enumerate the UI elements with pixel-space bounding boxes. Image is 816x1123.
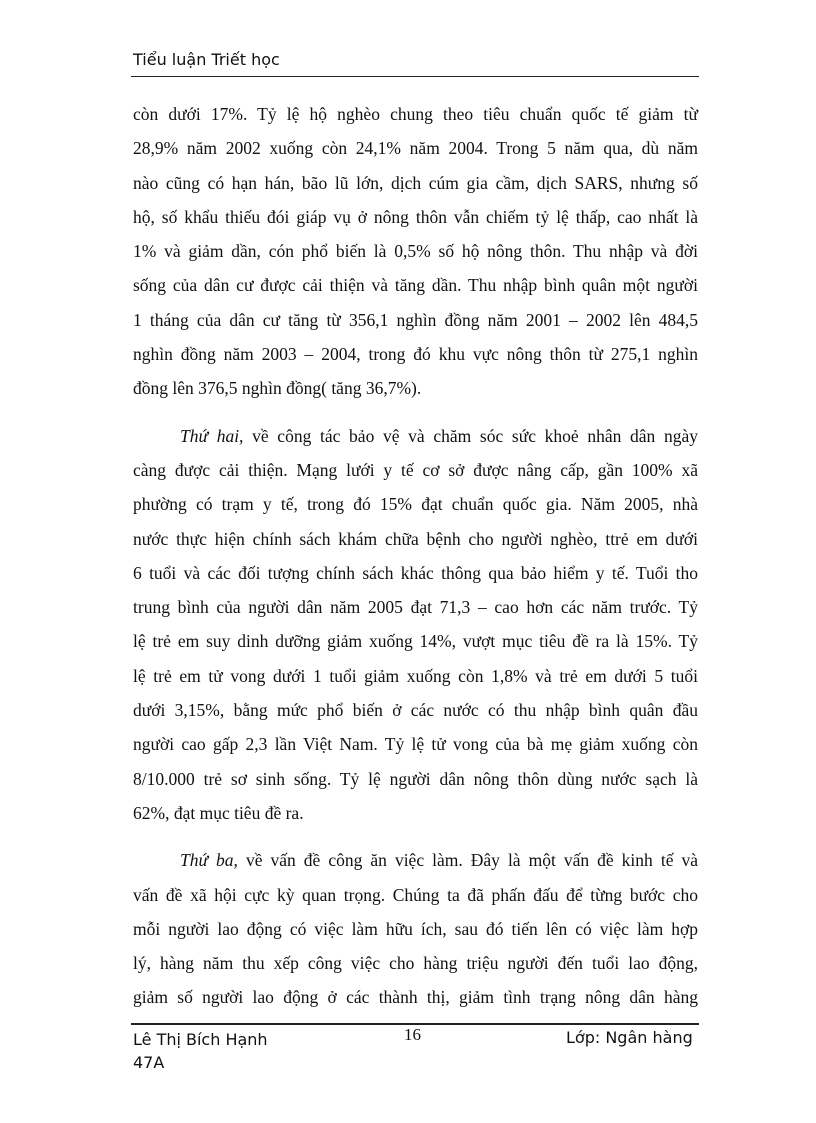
footer-class-label: Lớp: Ngân hàng [566, 1028, 693, 1047]
text-line: còn dưới 17%. Tỷ lệ hộ nghèo chung theo tiêu chuẩn quốc tế giảm từ [133, 104, 698, 124]
author-class-code: 47A [133, 1053, 165, 1072]
text-line: phường có trạm y tế, trong đó 15% đạt chuẩn quốc gia. Năm 2005, nhà [133, 494, 698, 515]
header-rule [131, 76, 699, 77]
text-line [133, 843, 698, 877]
text-line: 28,9% năm 2002 xuống còn 24,1% năm 2004. Trong 5 năm qua, dù năm [133, 138, 698, 159]
body-text [133, 97, 698, 1028]
text-line: 1% và giảm dần, cón phổ biến là 0,5% số hộ nông thôn. Thu nhập và đời [133, 241, 698, 262]
text-line: lý, hàng năm thu xếp công việc cho hàng triệu người đến tuổi lao động, [133, 953, 698, 974]
text-line: càng được cải thiện. Mạng lưới y tế cơ sở được nâng cấp, gần 100% xã [133, 459, 698, 480]
paragraph-lead: Thứ hai, [180, 425, 244, 446]
text-line: người cao gấp 2,3 lần Việt Nam. Tỷ lệ tử vong của bà mẹ giảm xuống còn [133, 734, 698, 755]
paragraph-2 [133, 419, 698, 831]
text-line [133, 419, 698, 453]
text-line: nào cũng có hạn hán, bão lũ lớn, dịch cúm gia cầm, dịch SARS, nhưng số [133, 172, 698, 193]
text-line: đồng lên 376,5 nghìn đồng( tăng 36,7%). [133, 378, 422, 399]
text-line: 62%, đạt mục tiêu đề ra. [133, 802, 304, 823]
text-line: 8/10.000 trẻ sơ sinh sống. Tỷ lệ người dân nông thôn dùng nước sạch là [133, 768, 698, 789]
text-line: 6 tuổi và các đối tượng chính sách khác thông qua bảo hiểm y tế. Tuổi tho [133, 562, 698, 583]
text-fragment: về vấn đề công ăn việc làm. Đây là một vấn đề kinh tế và [237, 850, 698, 871]
text-line: dưới 3,15%, bằng mức phổ biến ở các nước có thu nhập bình quân đầu [133, 700, 698, 721]
text-line: nghìn đồng năm 2003 – 2004, trong đó khu vực nông thôn từ 275,1 nghìn [133, 344, 698, 365]
footer-author [133, 1028, 268, 1074]
header-title: Tiểu luận Triết học [133, 50, 280, 69]
text-line: 1 tháng của dân cư tăng từ 356,1 nghìn đồng năm 2001 – 2002 lên 484,5 [133, 309, 698, 330]
paragraph-3 [133, 843, 698, 1014]
paragraph-lead: Thứ ba, [180, 850, 238, 871]
text-line: mỗi người lao động có việc làm hữu ích, sau đó tiến lên có việc làm hợp [133, 918, 698, 939]
text-line: hộ, số khẩu thiếu đói giáp vụ ở nông thôn vẫn chiếm tỷ lệ thấp, cao nhất là [133, 206, 698, 227]
paragraph-1 [133, 97, 698, 406]
page-number: 16 [404, 1025, 421, 1044]
text-line: nước thực hiện chính sách khám chữa bệnh cho người nghèo, ttrẻ em dưới [133, 528, 698, 549]
text-fragment: về công tác bảo vệ và chăm sóc sức khoẻ nhân dân ngày [243, 425, 698, 446]
author-name: Lê Thị Bích Hạnh [133, 1030, 268, 1049]
text-line: trung bình của người dân năm 2005 đạt 71,3 – cao hơn các năm trước. Tỷ [133, 597, 698, 618]
text-line: sống của dân cư được cải thiện và tăng dần. Thu nhập bình quân một người [133, 275, 698, 296]
text-line: lệ trẻ em tử vong dưới 1 tuổi giảm xuống còn 1,8% và trẻ em dưới 5 tuổi [133, 665, 698, 686]
text-line: giảm số người lao động ở các thành thị, giảm tình trạng nông dân hàng [133, 987, 698, 1008]
text-line: lệ trẻ em suy dinh dưỡng giảm xuống 14%, vượt mục tiêu đề ra là 15%. Tỷ [133, 631, 698, 652]
text-line: vấn đề xã hội cực kỳ quan trọng. Chúng ta đã phấn đấu để từng bước cho [133, 884, 698, 905]
